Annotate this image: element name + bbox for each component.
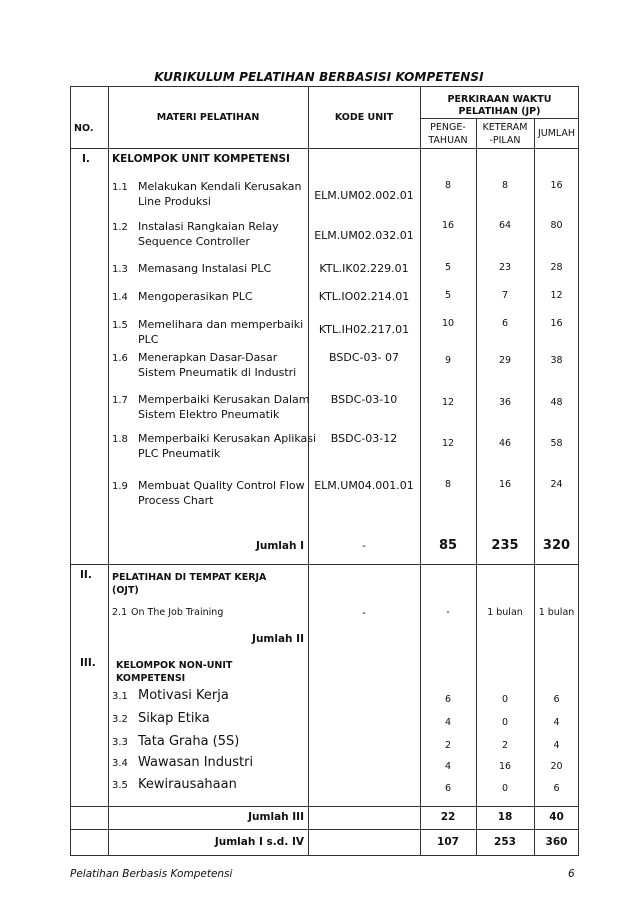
materi-label: Motivasi Kerja [138, 688, 229, 703]
subtotal-kode: - [362, 540, 366, 552]
keterampilan-value: 29 [498, 355, 512, 366]
pengetahuan-value: 12 [441, 397, 455, 408]
document-title: KURIKULUM PELATIHAN BERBASISI KOMPETENSI [154, 70, 484, 84]
subtotal-label: Jumlah III [248, 811, 304, 823]
keterampilan-value: 8 [501, 180, 509, 191]
materi-cell [112, 220, 279, 249]
item-number: 3.3 [112, 737, 128, 748]
ojt-item-label: On The Job Training [131, 607, 224, 618]
materi-label: Memelihara dan memperbaiki [138, 318, 304, 331]
pengetahuan-value: 4 [444, 717, 452, 728]
kode-unit: KTL.IO02.214.01 [318, 290, 410, 303]
jumlah-value: 4 [553, 717, 560, 728]
item-number: 1.6 [112, 353, 128, 364]
item-number: 1.9 [112, 481, 128, 492]
item-number: 3.1 [112, 691, 128, 702]
materi-cell [112, 290, 253, 305]
subtotal-keterampilan: 235 [491, 538, 519, 553]
materi-cell [112, 688, 229, 704]
materi-label: Melakukan Kendali Kerusakan [138, 180, 302, 193]
materi-label-line2: Process Chart [138, 494, 214, 507]
item-number: 3.2 [112, 714, 128, 725]
materi-label: Memasang Instalasi PLC [138, 262, 272, 275]
grid-line [70, 564, 579, 565]
kode-unit: ELM.UM02.002.01 [314, 189, 414, 202]
jumlah-value: 4 [553, 740, 560, 751]
materi-label-line2: Line Produksi [138, 195, 211, 208]
keterampilan-value: 6 [501, 318, 509, 329]
section-number: I. [82, 153, 90, 165]
jumlah-value: 28 [550, 262, 563, 273]
ojt-kode: - [362, 607, 366, 619]
keterampilan-value: 0 [501, 694, 509, 705]
pengetahuan-value: 2 [444, 740, 452, 751]
subtotal-pengetahuan: 85 [438, 538, 458, 553]
pengetahuan-value: 9 [444, 355, 452, 366]
header-pengetahuan: PENGE- [430, 122, 466, 133]
materi-label: Wawasan Industri [138, 755, 254, 770]
pengetahuan-value: 4 [444, 761, 452, 772]
jumlah-value: 58 [550, 438, 563, 449]
item-number: 1.1 [112, 182, 128, 193]
subtotal-label: Jumlah I [255, 540, 304, 552]
materi-label-line2: Sistem Pneumatik di Industri [138, 366, 297, 379]
ojt-jumlah: 1 bulan [538, 607, 575, 618]
jumlah-value: 6 [553, 783, 560, 794]
keterampilan-value: 0 [501, 717, 509, 728]
keterampilan-value: 16 [498, 479, 512, 490]
keterampilan-value: 16 [498, 761, 512, 772]
kode-unit: BSDC-03- 07 [329, 351, 399, 364]
section-title-line2: (OJT) [112, 585, 139, 596]
keterampilan-value: 0 [501, 783, 509, 794]
ojt-item-number: 2.1 [112, 607, 128, 618]
grand-total-keterampilan: 253 [494, 836, 516, 848]
pengetahuan-value: 5 [444, 262, 452, 273]
materi-label-line2: PLC [138, 333, 159, 346]
jumlah-value: 48 [550, 397, 563, 408]
pengetahuan-value: 5 [444, 290, 452, 301]
item-number: 1.3 [112, 264, 128, 275]
subtotal-pengetahuan: 22 [440, 811, 456, 823]
jumlah-value: 12 [550, 290, 563, 301]
materi-cell [112, 755, 253, 771]
grand-total-label: Jumlah I s.d. IV [214, 836, 304, 848]
section-title: PELATIHAN DI TEMPAT KERJA [112, 572, 267, 583]
materi-label: Menerapkan Dasar-Dasar [138, 351, 278, 364]
pengetahuan-value: 8 [444, 180, 452, 191]
keterampilan-value: 46 [498, 438, 512, 449]
ojt-pengetahuan: - [446, 607, 450, 618]
kode-unit: BSDC-03-10 [330, 393, 398, 406]
section-title: KELOMPOK NON-UNIT [116, 660, 233, 671]
header-perkiraan: PERKIRAAN WAKTU [447, 94, 552, 105]
header-keterampilan-line2: -PILAN [489, 135, 521, 146]
page-number: 6 [568, 868, 575, 880]
materi-cell [112, 393, 309, 422]
item-number: 1.5 [112, 320, 128, 331]
kode-unit: KTL.IH02.217.01 [318, 323, 410, 336]
header-perkiraan-line2: PELATIHAN (JP) [458, 106, 541, 117]
subtotal-jumlah: 320 [542, 538, 571, 553]
pengetahuan-value: 16 [441, 220, 455, 231]
materi-cell [112, 432, 316, 461]
materi-label: Tata Graha (5S) [138, 734, 240, 749]
materi-cell [112, 479, 305, 508]
materi-label-line2: Sistem Elektro Pneumatik [138, 408, 280, 421]
subtotal-jumlah: 40 [549, 811, 564, 823]
kode-unit: BSDC-03-12 [330, 432, 398, 445]
section-title: KELOMPOK UNIT KOMPETENSI [112, 153, 290, 165]
section-title-line2: KOMPETENSI [116, 673, 186, 684]
grand-total-jumlah: 360 [545, 836, 568, 848]
jumlah-value: 20 [550, 761, 563, 772]
header-kode: KODE UNIT [334, 112, 394, 123]
jumlah-value: 24 [550, 479, 563, 490]
jumlah-value: 16 [550, 318, 563, 329]
materi-label: Membuat Quality Control Flow [138, 479, 305, 492]
pengetahuan-value: 6 [444, 694, 452, 705]
item-number: 3.4 [112, 758, 128, 769]
subtotal-label: Jumlah II [252, 633, 304, 645]
grid-line [70, 829, 579, 830]
subtotal-keterampilan: 18 [497, 811, 513, 823]
materi-label-line2: PLC Pneumatik [138, 447, 221, 460]
item-number: 1.2 [112, 222, 128, 233]
keterampilan-value: 23 [498, 262, 512, 273]
materi-label: Sikap Etika [138, 711, 210, 726]
jumlah-value: 16 [550, 180, 563, 191]
keterampilan-value: 64 [498, 220, 512, 231]
pengetahuan-value: 6 [444, 783, 452, 794]
materi-cell [112, 711, 210, 727]
item-number: 1.7 [112, 395, 128, 406]
grid-line [108, 86, 109, 856]
grid-line [70, 806, 579, 807]
materi-cell [112, 351, 296, 380]
pengetahuan-value: 10 [441, 318, 455, 329]
section-number: III. [80, 657, 96, 669]
jumlah-value: 80 [550, 220, 563, 231]
item-number: 1.4 [112, 292, 128, 303]
materi-label-line2: Sequence Controller [138, 235, 250, 248]
kode-unit: ELM.UM04.001.01 [314, 479, 414, 492]
keterampilan-value: 36 [498, 397, 512, 408]
grand-total-pengetahuan: 107 [437, 836, 459, 848]
footer-title: Pelatihan Berbasis Kompetensi [70, 868, 233, 880]
grid-line [420, 118, 579, 119]
header-pengetahuan-line2: TAHUAN [428, 135, 468, 146]
jumlah-value: 6 [553, 694, 560, 705]
materi-label: Mengoperasikan PLC [138, 290, 253, 303]
materi-cell [112, 734, 239, 750]
keterampilan-value: 7 [501, 290, 509, 301]
materi-cell [112, 262, 271, 277]
header-materi: MATERI PELATIHAN [156, 112, 260, 123]
header-keterampilan: KETERAM [482, 122, 528, 133]
materi-cell [112, 777, 237, 793]
item-number: 3.5 [112, 780, 128, 791]
section-number: II. [80, 569, 92, 581]
header-no: NO. [74, 123, 94, 134]
item-number: 1.8 [112, 434, 128, 445]
jumlah-value: 38 [550, 355, 563, 366]
materi-label: Memperbaiki Kerusakan Aplikasi [138, 432, 317, 445]
header-jumlah: JUMLAH [537, 128, 576, 139]
materi-cell [112, 180, 301, 209]
materi-label: Instalasi Rangkaian Relay [138, 220, 279, 233]
kode-unit: ELM.UM02.032.01 [314, 229, 414, 242]
materi-label: Memperbaiki Kerusakan Dalam [138, 393, 310, 406]
ojt-keterampilan: 1 bulan [487, 607, 523, 618]
grid-line [70, 148, 579, 149]
materi-label: Kewirausahaan [138, 777, 237, 792]
kode-unit: KTL.IK02.229.01 [319, 262, 409, 275]
pengetahuan-value: 12 [441, 438, 455, 449]
keterampilan-value: 2 [501, 740, 509, 751]
pengetahuan-value: 8 [444, 479, 452, 490]
materi-cell [112, 318, 303, 347]
